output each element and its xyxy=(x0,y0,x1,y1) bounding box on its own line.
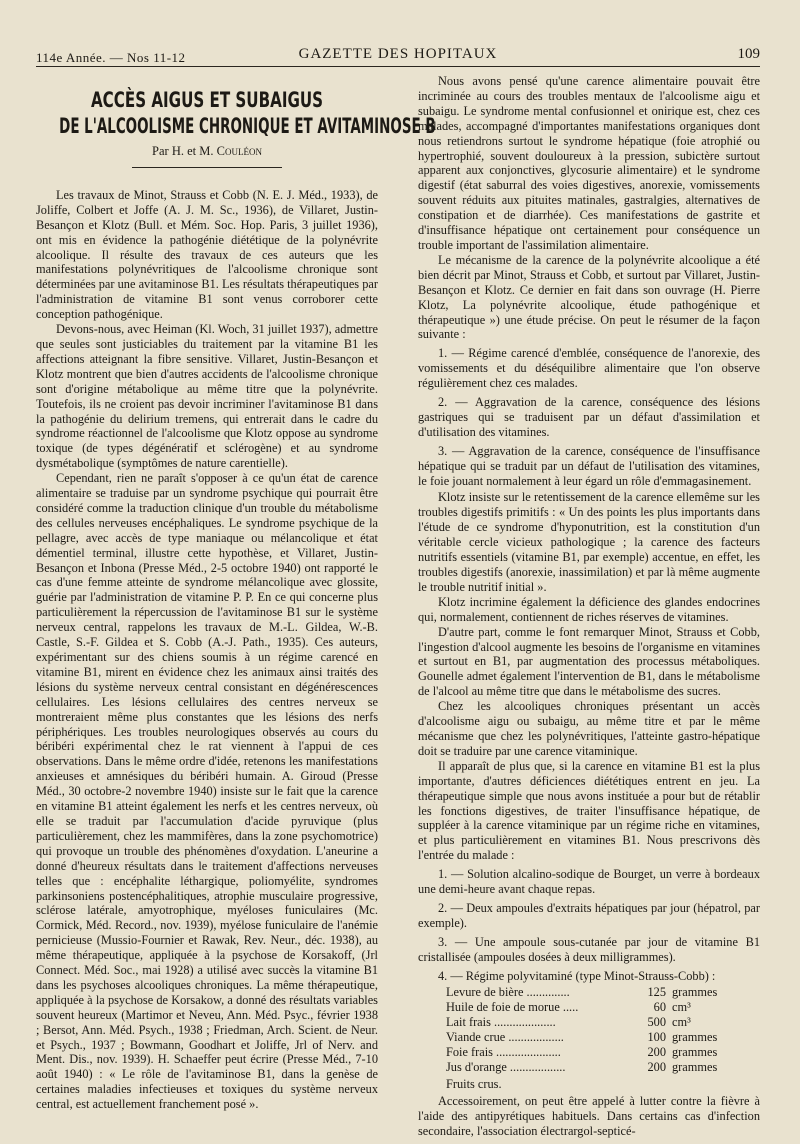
diet-item: Lait frais .................... xyxy=(446,1015,556,1030)
journal-name: GAZETTE DES HOPITAUX xyxy=(298,46,498,62)
paragraph: Devons-nous, avec Heiman (Kl. Woch, 31 juillet 1937), admettre que seules sont justiciables du traitement par la vitamine B1 les affections atteignant la fibre sensitive. Villaret, Justin-Besançon et Klotz montrent que bien d'autres accidents de l'alcoolisme chronique sont d'origine métabolique au même titre que la polynévrite. Toutefois, ils ne croient pas devoir incriminer l'avitaminose B1 dans la pathogénie du delirium tremens, qui entrerait dans le cadre du syndrome réactionnel de l'alcoolisme que Klotz oppose au syndrome toxique (de types dégénératif et sclérogène) et au syndrome dysmétabolique (symptômes de nature carentielle). xyxy=(36,322,378,471)
list-item: 1. — Solution alcalino-sodique de Bourget, un verre à bordeaux une demi-heure avant chaque repas. xyxy=(418,867,760,897)
paragraph: Klotz insiste sur le retentissement de la carence ellemême sur les troubles digestifs primitifs : « Un des points les plus importants dans l'étude de ce syndrome d'hyponutrition, est la constitution d'un véritable cercle vicieux pathologique ; la carence des facteurs nutritifs essentiels (vitamine B1, par exemple) accentue, en effet, les troubles digestifs (anorexie, inassimilation) et par là même augmente le trouble nutritif initial ». xyxy=(418,490,760,594)
diet-qty: 60 xyxy=(653,1000,666,1015)
byline-prefix: Par H. et M. xyxy=(152,144,214,158)
diet-item: Viande crue .................. xyxy=(446,1030,564,1045)
author-name: Couléon xyxy=(216,144,262,158)
paragraph: Nous avons pensé qu'une carence alimentaire pouvait être incriminée au cours des troubles mentaux de l'alcoolisme aigu et subaigu. Le syndrome mental confusionnel et onirique est, chez ces malades, accompagné d'importantes manifestations organiques dont nous retiendrons surtout le syndrome hépatique (foie atrophié ou hypertrophié, souvent douloureux à la pression, subictère surtout apparent aux conjonctives, glycosurie alimentaire) et le syndrome digestif (état saburral des voies digestives, anorexie, vomissements souvent réduits aux pituites matinales, gastralgies, alternatives de constipation et de diarrhée). Ces manifestations de gastrite et d'insuffisance hépatique ont certainement pour conséquence un trouble important de l'assimilation alimentaire. xyxy=(418,74,760,252)
diet-item: Huile de foie de morue ..... xyxy=(446,1000,579,1015)
header-rule xyxy=(36,66,760,67)
diet-item: Foie frais ..................... xyxy=(446,1045,561,1060)
list-item: 2. — Deux ampoules d'extraits hépatiques par jour (hépatrol, par exemple). xyxy=(418,900,760,930)
right-column xyxy=(418,74,760,1138)
page-number: 109 xyxy=(737,46,760,62)
table-row xyxy=(446,1000,717,1015)
table-row xyxy=(446,985,717,1000)
diet-unit: grammes xyxy=(672,1060,718,1074)
list-item: 3. — Aggravation de la carence, conséquence de l'insuffisance hépatique qui se traduit par un défaut de l'utilisation des vitamines, le foie jouant normalement à leur égard un rôle d'emmagasinement. xyxy=(418,443,760,488)
list-item: 3. — Une ampoule sous-cutanée par jour de vitamine B1 cristallisée (ampoules dosées à deux milligrammes). xyxy=(418,934,760,964)
diet-table xyxy=(446,985,717,1074)
paragraph: Chez les alcooliques chroniques présentant un accès d'alcoolisme aigu ou subaigu, au même titre et par le même mécanisme que chez les polynévritiques, l'atteinte gastro-hépatique doit se traduire par une carence vitaminique. xyxy=(418,699,760,758)
diet-extra: Fruits crus. xyxy=(446,1076,502,1091)
left-column xyxy=(36,74,436,1129)
diet-qty: 200 xyxy=(647,1045,666,1060)
paragraph: Cependant, rien ne paraît s'opposer à ce qu'un état de carence alimentaire se traduise par un syndrome psychique qui pourrait être considéré comme la traduction clinique d'un trouble du métabolisme des cellules nerveuses encéphaliques. Le syndrome psychique de la pellagre, avec accès de type maniaque ou mélancolique et état démentiel terminal, illustre cette hypothèse, et Villaret, Justin-Besançon et Inbona (Presse Méd., 2-5 octobre 1940) ont rapporté le cas d'une femme atteinte de syndrome mélancolique avec glossite, guérie par l'administration de vitamine P. P. En ce qui concerne plus particulièrement la répercussion de l'avitaminose B1 sur le système nerveux central, rappelons les travaux de M.-L. Gildea, W.-B. Castle, S.-F. Gildea et S. Cobb (A.-J. Path., 1935). Ces auteurs, expérimentant sur des chiens soumis à un régime carencé en vitamine B1, mirent en évidence chez les animaux ainsi traités des lésions du système nerveux central consistant en dégénérescences cellulaires. Les lésions cellulaires des centres nerveux se montreraient même plus constantes que les lésions des nerfs périphériques. Les troubles neurologiques observés au cours du béribéri expérimental chez le rat viennent à l'appui de ces observations. Dans le même ordre d'idée, retenons les manifestations anxieuses et amnésiques du béribéri humain. A. Giroud (Presse Méd., 30 octobre-2 novembre 1940) insiste sur le fait que la carence en vitamine B1 atteint également les nerfs et les centres nerveux, où elle se traduit par l'accumulation d'acide pyruvique (plus particulièrement, chez les mammifères, dans la zone psychomotrice) qui provoque un trouble des phénomènes d'oxydation. L'aneurine a donné d'heureux résultats dans le traitement d'affections nerveuses telles que : encéphalite léthargique, poliomyélite, syndromes parkinsoniens postencéphalitiques, atrophie musculaire progressive, sclérose latérale, amyotrophique, myéloses funiculaires (Mc. Cormick, Méd. Record., nov. 1939), myélose funiculaire de l'anémie pernicieuse (Mussio-Fournier et Rawak, Rev. Neur., déc. 1938), au même thérapeutique, appliquée à la psychose de Korsakoff, (Jrl Connect. Méd. Soc., mai 1928) a utilisé avec succès la vitamine B1 dans les psychoses alcooliques chroniques. La même thérapeutique, appliquée à la psychose de Korsakow, a donné des résultats variables souvent heureux (Martimor et Neveu, Ann. Méd. Psyc., février 1938 ; Bersot, Ann. Méd. Psych., 1938 ; Friedman, Arch. Scient. de Neur. et Psych., 1937 ; Bowmann, Goodhart et Joliffe, Jrl of Nerv. and Ment. Dis., nov. 1939). H. Schaeffer peut écrire (Presse Méd., 7-10 août 1940) : « Le rôle de l'avitaminose B1, dans la genèse de certaines maladies infectieuses et toxiques du système nerveux central, est actuellement franchement posé ». xyxy=(36,471,378,1112)
paragraph: Le mécanisme de la carence de la polynévrite alcoolique a été bien décrit par Minot, Strauss et Cobb, et surtout par Villaret, Justin-Besançon et Klotz. Ce dernier en fait dans son ouvrage (H. Pierre Klotz, La polynévrite alcoolique, étude pathogénique et thérapeutique ») une étude précise. On peut le résumer de la façon suivante : xyxy=(418,252,760,342)
list-item: 4. — Régime polyvitaminé (type Minot-Strauss-Cobb) : xyxy=(438,968,716,983)
article-title-line1: ACCÈS AIGUS ET SUBAIGUS xyxy=(90,88,324,112)
diet-unit: grammes xyxy=(672,1045,718,1060)
table-row xyxy=(446,1060,717,1075)
paragraph: Accessoirement, on peut être appelé à lutter contre la fièvre à l'aide des antipyrétiques habituels. Dans certains cas d'infection secondaire, l'association électrargol-septicé- xyxy=(418,1093,760,1138)
paragraph: Il apparaît de plus que, si la carence en vitamine B1 est la plus importante, d'autres déficiences diététiques entrent en jeu. La thérapeutique simple que nous avons instituée a pour but de rétablir les fonctions digestives, de traiter l'insuffisance hépatique, de suppléer à la carence vitaminique par un régime riche en vitamines, et plus particulièrement en vitamines B1. Nous prescrivons dès l'entrée du malade : xyxy=(418,758,760,863)
paragraph: Les travaux de Minot, Strauss et Cobb (N. E. J. Méd., 1933), de Joliffe, Colbert et Joffe (A. J. M. Sc., 1936), de Villaret, Justin-Besançon et Klotz (Bull. et Mém. Soc. Hop. Paris, 3 juillet 1936), ont mis en évidence la pathogénie diététique de la polynévrite alcoolique. Il résulte des travaux de ces auteurs que les manifestations polynévritiques de l'alcoolisme chronique sont déterminées par une avitaminose B1. Les résultats thérapeutiques par l'administration de vitamine B1 sont venus corroborer cette conception pathogénique. xyxy=(36,187,378,322)
diet-item: Jus d'orange .................. xyxy=(446,1060,566,1074)
diet-unit: cm³ xyxy=(672,1000,691,1015)
list-item: 1. — Régime carencé d'emblée, conséquence de l'anorexie, des vomissements et du déséquilibre alimentaire que l'on observe régulièrement chez ces malades. xyxy=(418,346,760,391)
byline xyxy=(36,144,378,159)
diet-qty: 125 xyxy=(647,985,666,1000)
list-item: 2. — Aggravation de la carence, conséquence des lésions gastriques qui se traduisent par un défaut d'assimilation et d'utilisation des vitamines. xyxy=(418,395,760,439)
diet-qty: 500 xyxy=(647,1015,666,1030)
diet-qty: 100 xyxy=(647,1030,666,1045)
article-title-line2: DE L'ALCOOLISME CHRONIQUE ET AVITAMINOSE B xyxy=(59,114,436,138)
diet-qty: 200 xyxy=(647,1060,666,1074)
table-row xyxy=(446,1045,717,1060)
diet-item: Levure de bière .............. xyxy=(446,985,570,1000)
table-row xyxy=(446,1015,717,1030)
diet-unit: grammes xyxy=(672,1030,718,1045)
paragraph: Klotz incrimine également la déficience des glandes endocrines qui, normalement, contiennent de riches réserves de vitamines. xyxy=(418,594,760,624)
title-divider xyxy=(132,167,282,168)
issue-label: 114e Année. — Nos 11-12 xyxy=(36,50,186,65)
table-row xyxy=(446,1030,717,1045)
paragraph: D'autre part, comme le font remarquer Minot, Strauss et Cobb, l'ingestion d'alcool augmente les besoins de l'organisme en vitamines et surtout en B1, par augmentation des processus métaboliques. Gounelle admet également l'intervention de B1, dans le métabolisme de l'alcool au même titre que dans le métabolisme des sucres. xyxy=(418,624,760,699)
running-header xyxy=(36,44,760,68)
diet-unit: grammes xyxy=(672,985,718,1000)
diet-unit: cm³ xyxy=(672,1015,691,1030)
